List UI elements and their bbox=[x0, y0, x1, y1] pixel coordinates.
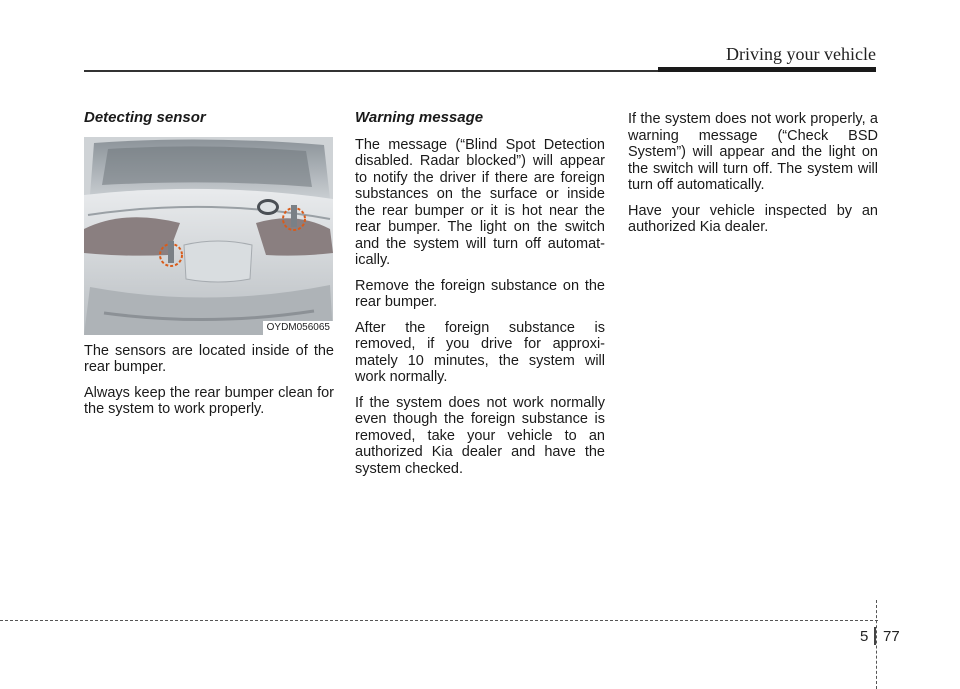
column-warning-message bbox=[355, 110, 605, 486]
paragraph: Always keep the rear bumper clean for the system to work properly. bbox=[84, 384, 334, 417]
page-number: 77 bbox=[883, 628, 900, 645]
car-rear-illustration bbox=[84, 137, 333, 335]
section-title-detecting-sensor: Detecting sensor bbox=[84, 109, 206, 126]
paragraph: The sensors are located inside of the rear bumper. bbox=[84, 342, 334, 375]
paragraph: If the system does not work normally even though the foreign substance is removed, take your vehicle to an authorized Kia dealer and have the system checked. bbox=[355, 394, 605, 477]
rear-bumper-sensor-figure bbox=[84, 137, 333, 335]
page-number-divider bbox=[874, 627, 876, 645]
footer-vertical-rule bbox=[876, 600, 877, 689]
running-header-title: Driving your vehicle bbox=[726, 44, 876, 64]
paragraph: Have your vehicle inspected by an authorized Kia dealer. bbox=[628, 202, 878, 235]
header-rule-accent bbox=[658, 67, 876, 72]
footer-rule bbox=[0, 620, 878, 621]
section-title-warning-message: Warning message bbox=[355, 109, 484, 126]
header-rule bbox=[84, 70, 660, 72]
paragraph: Remove the foreign substance on the rear bumper. bbox=[355, 277, 605, 310]
column-detecting-sensor bbox=[84, 110, 334, 427]
paragraph: After the foreign substance is removed, if you drive for approxi-mately 10 minutes, the system will work normally. bbox=[355, 319, 605, 385]
paragraph: The message (“Blind Spot Detection disabled. Radar blocked”) will appear to notify the driver if there are foreign substances on the surface or inside the rear bumper or it is hot near the rear bumper. The light on the switch and the system will turn off automat-ically. bbox=[355, 136, 605, 268]
figure-code: OYDM056065 bbox=[263, 321, 333, 335]
chapter-number: 5 bbox=[860, 628, 869, 645]
paragraph: If the system does not work properly, a warning message (“Check BSD System”) will appear and the light on the switch will turn off. The system will turn off automatically. bbox=[628, 111, 878, 193]
column-check-bsd bbox=[628, 111, 878, 245]
